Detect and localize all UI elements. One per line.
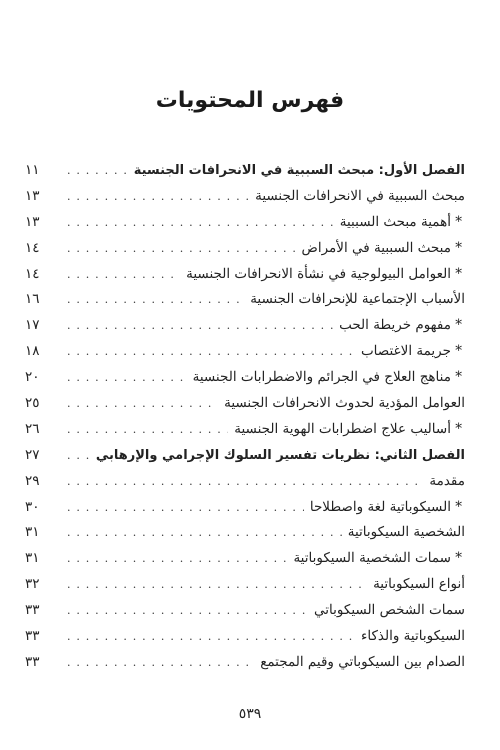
dot-leader xyxy=(67,501,304,514)
toc-entry-page-number: ٣١ xyxy=(25,524,40,541)
toc-entry-title: * أهمية مبحث السببية xyxy=(339,213,462,230)
dot-leader xyxy=(67,268,180,281)
dot-leader xyxy=(67,242,296,255)
toc-entry xyxy=(25,524,465,550)
page-number: ٥٣٩ xyxy=(238,706,262,722)
toc-entry-title: مبحث السببية في الانحرافات الجنسية xyxy=(255,187,465,204)
toc-entry-title: الشخصية السيكوباتية xyxy=(347,524,465,541)
toc-entry-page-number: ٢٧ xyxy=(25,446,40,463)
dot-leader xyxy=(67,319,333,332)
toc-entry-title: الفصل الثاني: نظريات تفسير السلوك الإجرامي والإرهابي xyxy=(95,447,465,463)
toc-entry xyxy=(25,266,465,292)
toc-entry-page-number: ٢٦ xyxy=(25,420,40,437)
toc-entry-page-number: ٣٣ xyxy=(25,602,40,619)
toc-entry xyxy=(25,291,465,317)
toc-entry-page-number: ٣٣ xyxy=(25,628,40,645)
toc-entry-title: * مفهوم خريطة الحب xyxy=(339,317,462,334)
toc-entry-title: * أساليب علاج اضطرابات الهوية الجنسية xyxy=(234,420,462,437)
dot-leader xyxy=(67,345,355,358)
dot-leader xyxy=(67,397,218,410)
toc-entry-title: * جريمة الاغتصاب xyxy=(360,343,462,360)
toc-entry-title: العوامل المؤدية لحدوث الانحرافات الجنسية xyxy=(224,395,465,412)
toc-entry-title: السيكوباتية والذكاء xyxy=(361,628,465,645)
dot-leader xyxy=(67,190,249,203)
toc-entry-title: الأسباب الإجتماعية للإنحرافات الجنسية xyxy=(250,291,465,308)
toc-entry-title: مقدمة xyxy=(429,472,465,489)
toc-entry-title: أنواع السيكوباتية xyxy=(373,576,465,593)
toc-entry-title: الفصل الأول: مبحث السببية في الانحرافات الجنسية xyxy=(133,163,465,178)
toc-entry-title: * مناهج العلاج في الجرائم والاضطرابات الجنسية xyxy=(192,369,462,386)
toc-entry-page-number: ١٣ xyxy=(25,187,40,204)
toc-entry-page-number: ١١ xyxy=(25,162,40,178)
toc-entry-title: الصدام بين السيكوباتي وقيم المجتمع xyxy=(260,653,465,670)
toc-entry xyxy=(25,628,465,654)
toc-entry xyxy=(25,654,465,680)
dot-leader xyxy=(67,656,254,669)
toc-entry xyxy=(25,214,465,240)
dot-leader xyxy=(67,449,90,462)
toc-entry-title: * سمات الشخصية السيكوباتية xyxy=(293,550,462,567)
toc-entry-page-number: ١٤ xyxy=(25,265,40,282)
toc-entry-page-number: ١٦ xyxy=(25,291,40,308)
toc-entry-page-number: ٣٣ xyxy=(25,653,40,670)
toc-entry-page-number: ٢٩ xyxy=(25,472,40,489)
dot-leader xyxy=(67,526,342,539)
toc-entry xyxy=(25,473,465,499)
toc-entry-title: * العوامل البيولوجية في نشأة الانحرافات الجنسية xyxy=(186,265,462,282)
dot-leader xyxy=(67,578,367,591)
toc-entry-page-number: ٣١ xyxy=(25,550,40,567)
toc-entry xyxy=(25,188,465,214)
toc-entry-title: سمات الشخص السيكوباتي xyxy=(314,602,465,619)
toc-entry xyxy=(25,550,465,576)
page-title: فهرس المحتويات xyxy=(155,88,345,113)
dot-leader xyxy=(67,475,423,488)
toc-entry xyxy=(25,343,465,369)
dot-leader xyxy=(67,164,128,177)
toc-entry xyxy=(25,421,465,447)
toc-entry xyxy=(25,602,465,628)
toc-entry-page-number: ٣٠ xyxy=(25,498,40,515)
toc-entry-page-number: ٣٢ xyxy=(25,576,40,593)
toc-chapter-entry xyxy=(25,447,465,473)
dot-leader xyxy=(67,552,287,565)
toc-entry-page-number: ١٤ xyxy=(25,239,40,256)
toc-entry-title: * مبحث السببية في الأمراض xyxy=(301,239,462,256)
toc-entry-title: * السيكوباتية لغة واصطلاحا xyxy=(309,498,462,515)
toc-entry xyxy=(25,369,465,395)
toc-entry xyxy=(25,576,465,602)
dot-leader xyxy=(67,423,228,436)
toc-entry xyxy=(25,240,465,266)
toc-entry-page-number: ١٣ xyxy=(25,213,40,230)
toc-entry xyxy=(25,499,465,525)
dot-leader xyxy=(67,216,334,229)
toc-entry xyxy=(25,395,465,421)
dot-leader xyxy=(67,604,308,617)
toc-entry-page-number: ١٨ xyxy=(25,343,40,360)
dot-leader xyxy=(67,371,187,384)
toc-entry-page-number: ١٧ xyxy=(25,317,40,334)
toc-entry-page-number: ٢٠ xyxy=(25,369,40,386)
toc-entry xyxy=(25,317,465,343)
toc-chapter-entry xyxy=(25,162,465,188)
table-of-contents xyxy=(25,162,465,680)
dot-leader xyxy=(67,630,355,643)
dot-leader xyxy=(67,293,244,306)
toc-entry-page-number: ٢٥ xyxy=(25,395,40,412)
